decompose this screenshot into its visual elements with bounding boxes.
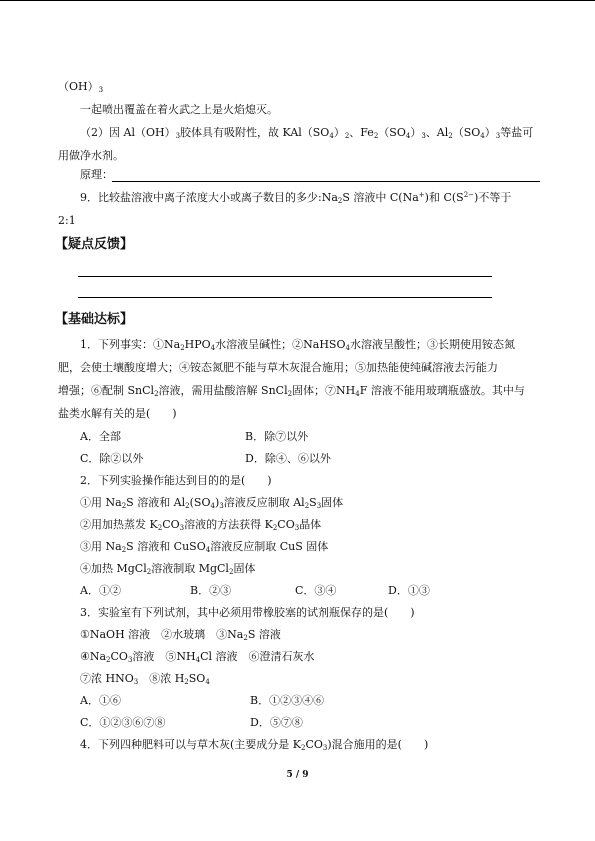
question-1-stem: 1．下列事实：$①Na_2HPO_4$水溶液呈碱性；②NaHSO$_4$水溶液呈酸性；③长期使用铵态氮 [80, 338, 515, 352]
question-2-item: ②用加热蒸发 $K_2CO_3$溶液的方法获得 $K_2CO_3$晶体 [80, 518, 322, 532]
question-3-stem: 3．实验室有下列试剂，其中必须用带橡胶塞的试剂瓶保存的是( ) [80, 606, 415, 619]
option-c: C．①②③⑥⑦⑧ [80, 716, 166, 729]
text-line: 9．比较盐溶液中离子浓度大小或离子数目的多少$:Na_2S$ 溶液中 C(Na+)和 $C(S^{2-})$不等于 [80, 191, 512, 205]
question-2-item: ③用 $Na_2S$ 溶液和 CuSO$_4$溶液反应制取 CuS 固体 [80, 540, 329, 554]
feedback-blank-line [78, 276, 492, 277]
text-line: 原理： [80, 168, 113, 181]
text-line: 用做净水剂。 [58, 149, 124, 162]
option-b: B．除⑦以外 [245, 430, 309, 443]
text-line: （2）因 $Al(OH)_3$胶体具有吸附性，故 $KAl(SO_4)_2$、$Fe_2(SO_4)_3$、$Al_2(SO_4)_3$等盐可 [80, 126, 534, 140]
question-1-stem: 增强；⑥配制 SnCl$_2$溶液，需用盐酸溶解 SnCl$_2$固体；$⑦NH_4F$ 溶液不能用玻璃瓶盛放。其中与 [58, 384, 525, 398]
question-3-reagents: ⑦浓 $HNO_3$ ⑧浓 $H_2SO_4$ [80, 672, 210, 686]
question-4-stem: 4．下列四种肥料可以与草木灰(主要成分是 $K_2CO_3$)混合施用的是( ) [80, 738, 429, 752]
option-d: D．⑤⑦⑧ [250, 716, 303, 729]
question-2-item: ④加热 MgCl$_2$溶液制取 MgCl$_2$固体 [80, 562, 256, 576]
question-3-reagents: $④Na_2CO_3$溶液 $⑤NH_4Cl$ 溶液 ⑥澄清石灰水 [80, 650, 315, 664]
question-2-item: ①用 $Na_2S$ 溶液和 $Al_2(SO_4)_3$溶液反应制取 $Al_2S_3$固体 [80, 496, 344, 510]
option-d: D．①③ [388, 584, 430, 597]
feedback-blank-line [78, 297, 492, 298]
question-1-stem: 盐类水解有关的是( ) [58, 407, 177, 420]
option-b: B．②③ [190, 584, 232, 597]
page-number: 5 / 9 [286, 770, 309, 780]
question-1-stem: 肥，会使土壤酸度增大；④铵态氮肥不能与草木灰混合施用；⑤加热能使纯碱溶液去污能力 [58, 361, 498, 374]
text-line: $(OH)_3$ [58, 80, 104, 94]
text-line: 一起喷出覆盖在着火武之上是火焰熄灭。 [80, 103, 278, 116]
option-a: A．①⑥ [80, 694, 121, 707]
option-c: C．③④ [295, 584, 337, 597]
section-heading-basic: 【基础达标】 [55, 312, 134, 327]
option-b: B．①②③④⑥ [250, 694, 325, 707]
option-c: C．除②以外 [80, 452, 144, 465]
option-a: A．①② [80, 584, 121, 597]
question-3-reagents: ①NaOH 溶液 ②水玻璃 $③Na_2S$ 溶液 [80, 628, 281, 642]
answer-blank-line [112, 181, 540, 182]
option-d: D．除④、⑥以外 [245, 452, 331, 465]
question-2-stem: 2．下列实验操作能达到目的的是( ) [80, 474, 272, 487]
section-heading-feedback: 【疑点反馈】 [55, 237, 134, 252]
option-a: A．全部 [80, 430, 121, 443]
page-top-border [0, 0, 595, 1]
text-line: 2:1 [58, 214, 76, 227]
